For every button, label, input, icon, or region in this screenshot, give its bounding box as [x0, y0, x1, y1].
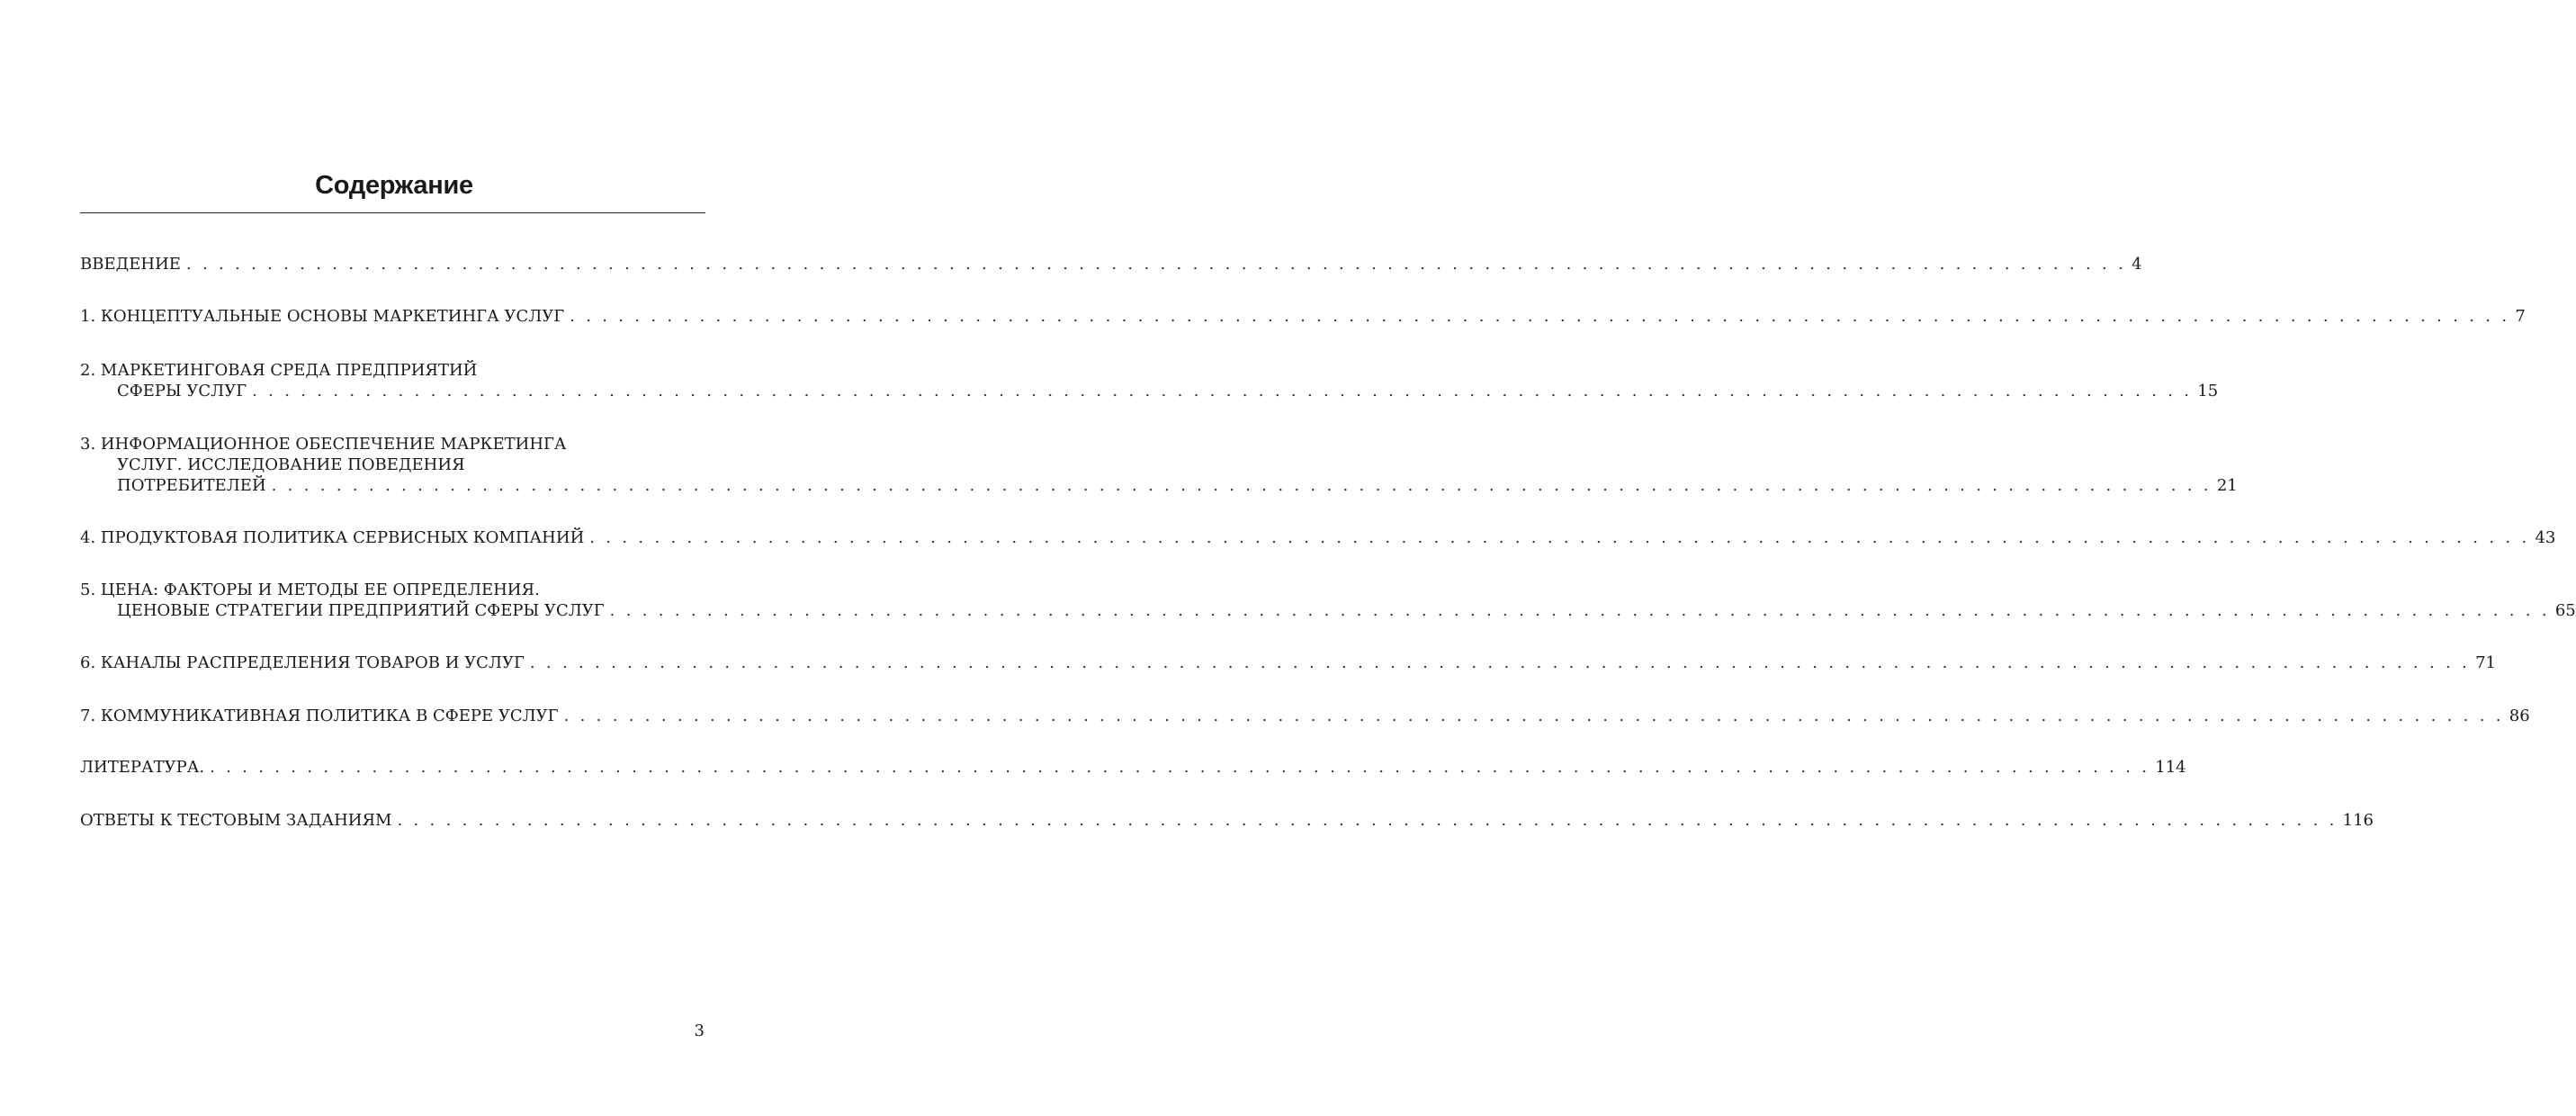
toc-page-number: 7: [2515, 307, 2526, 326]
toc-entry[interactable]: [80, 580, 2576, 621]
toc-entry[interactable]: [80, 527, 2556, 548]
toc-page-number: 15: [2197, 382, 2219, 400]
page-number: 3: [694, 1022, 705, 1040]
page-title: Содержание: [315, 171, 473, 200]
toc-entry-line: [80, 757, 2186, 778]
toc-entry-title: ЦЕНОВЫЕ СТРАТЕГИИ ПРЕДПРИЯТИЙ СФЕРЫ УСЛУГ: [117, 601, 605, 620]
toc-entry-line: [80, 475, 2238, 496]
toc-entry-title: ВВЕДЕНИЕ: [80, 255, 181, 274]
dot-leader: . . . . . . . . . . . . . . . . . . . . . . . . . . . . . . . . . . . . . . . . . . . . . . . . . . . . . . . . . . . . . . . . . . . . . . . . . . . . . . . . . . . . . . . . . . . . . . . . . . . . . . . . . . . . . . . . . . . . . . . .: [570, 307, 2510, 326]
dot-leader: . . . . . . . . . . . . . . . . . . . . . . . . . . . . . . . . . . . . . . . . . . . . . . . . . . . . . . . . . . . . . . . . . . . . . . . . . . . . . . . . . . . . . . . . . . . . . . . . . . . . . . . . . . . . . . . . . . . . . . . .: [210, 758, 2150, 777]
toc-entry-title: УСЛУГ. ИССЛЕДОВАНИЕ ПОВЕДЕНИЯ: [117, 455, 465, 474]
dot-leader: . . . . . . . . . . . . . . . . . . . . . . . . . . . . . . . . . . . . . . . . . . . . . . . . . . . . . . . . . . . . . . . . . . . . . . . . . . . . . . . . . . . . . . . . . . . . . . . . . . . . . . . . . . . . . . . . . . . . . . . .: [185, 255, 2127, 274]
dot-leader: . . . . . . . . . . . . . . . . . . . . . . . . . . . . . . . . . . . . . . . . . . . . . . . . . . . . . . . . . . . . . . . . . . . . . . . . . . . . . . . . . . . . . . . . . . . . . . . . . . . . . . . . . . . . . . . . . . . . . . . .: [609, 601, 2550, 620]
toc-entry-title: 5. ЦЕНА: ФАКТОРЫ И МЕТОДЫ ЕЕ ОПРЕДЕЛЕНИЯ.: [80, 580, 540, 599]
toc-entry-title: ПОТРЕБИТЕЛЕЙ: [117, 476, 266, 495]
toc-entry-line: [80, 810, 2374, 831]
toc-entry[interactable]: [80, 706, 2530, 726]
toc-entry-line: [80, 527, 2556, 548]
toc-entry-line: [80, 454, 705, 475]
toc-entry-title: 7. КОММУНИКАТИВНАЯ ПОЛИТИКА В СФЕРЕ УСЛУГ: [80, 706, 559, 725]
title-divider: [80, 212, 705, 213]
toc-page-number: 65: [2554, 601, 2576, 620]
toc-page-number: 86: [2509, 706, 2530, 725]
toc-page-number: 71: [2475, 653, 2496, 672]
toc-entry[interactable]: [80, 254, 2142, 274]
toc-page-number: 114: [2155, 758, 2186, 777]
toc-entry[interactable]: [80, 810, 2374, 831]
toc-entry-title: 4. ПРОДУКТОВАЯ ПОЛИТИКА СЕРВИСНЫХ КОМПАНИЙ: [80, 528, 585, 547]
dot-leader: . . . . . . . . . . . . . . . . . . . . . . . . . . . . . . . . . . . . . . . . . . . . . . . . . . . . . . . . . . . . . . . . . . . . . . . . . . . . . . . . . . . . . . . . . . . . . . . . . . . . . . . . . . . . . . . . . . . . . . . .: [589, 528, 2530, 547]
toc-entry[interactable]: [80, 652, 2496, 673]
toc-page-number: 4: [2132, 255, 2142, 274]
toc-entry-title: СФЕРЫ УСЛУГ: [117, 382, 247, 400]
toc-entry-title: ОТВЕТЫ К ТЕСТОВЫМ ЗАДАНИЯМ: [80, 811, 392, 830]
toc-page-number: 21: [2216, 476, 2238, 495]
toc-entry-title: ЛИТЕРАТУРА.: [80, 758, 205, 777]
toc-entry-line: [80, 434, 705, 454]
toc-entry-title: 2. МАРКЕТИНГОВАЯ СРЕДА ПРЕДПРИЯТИЙ: [80, 361, 478, 380]
toc-entry[interactable]: [80, 757, 2186, 778]
toc-entry[interactable]: [80, 360, 2219, 401]
dot-leader: . . . . . . . . . . . . . . . . . . . . . . . . . . . . . . . . . . . . . . . . . . . . . . . . . . . . . . . . . . . . . . . . . . . . . . . . . . . . . . . . . . . . . . . . . . . . . . . . . . . . . . . . . . . . . . . . . . . . . . . .: [271, 476, 2212, 495]
toc-entry-line: [80, 360, 705, 381]
dot-leader: . . . . . . . . . . . . . . . . . . . . . . . . . . . . . . . . . . . . . . . . . . . . . . . . . . . . . . . . . . . . . . . . . . . . . . . . . . . . . . . . . . . . . . . . . . . . . . . . . . . . . . . . . . . . . . . . . . . . . . . .: [563, 706, 2504, 725]
toc-entry-title: 1. КОНЦЕПТУАЛЬНЫЕ ОСНОВЫ МАРКЕТИНГА УСЛУГ: [80, 307, 565, 326]
toc-entry-line: [80, 600, 2576, 621]
toc-entry-line: [80, 580, 705, 600]
toc-entry-line: [80, 254, 2142, 274]
toc-entry-line: [80, 381, 2219, 401]
toc-entry-title: 6. КАНАЛЫ РАСПРЕДЕЛЕНИЯ ТОВАРОВ И УСЛУГ: [80, 653, 525, 672]
toc-entry-line: [80, 652, 2496, 673]
toc-entry-line: [80, 306, 2526, 327]
dot-leader: . . . . . . . . . . . . . . . . . . . . . . . . . . . . . . . . . . . . . . . . . . . . . . . . . . . . . . . . . . . . . . . . . . . . . . . . . . . . . . . . . . . . . . . . . . . . . . . . . . . . . . . . . . . . . . . . . . . . . . . .: [252, 382, 2193, 400]
toc-entry[interactable]: [80, 306, 2526, 327]
toc-page-number: 43: [2535, 528, 2556, 547]
toc-entry-title: 3. ИНФОРМАЦИОННОЕ ОБЕСПЕЧЕНИЕ МАРКЕТИНГА: [80, 435, 567, 454]
dot-leader: . . . . . . . . . . . . . . . . . . . . . . . . . . . . . . . . . . . . . . . . . . . . . . . . . . . . . . . . . . . . . . . . . . . . . . . . . . . . . . . . . . . . . . . . . . . . . . . . . . . . . . . . . . . . . . . . . . . . . . . .: [529, 653, 2471, 672]
toc-entry-line: [80, 706, 2530, 726]
toc-entry[interactable]: [80, 434, 2238, 496]
toc-page-number: 116: [2342, 811, 2374, 830]
dot-leader: . . . . . . . . . . . . . . . . . . . . . . . . . . . . . . . . . . . . . . . . . . . . . . . . . . . . . . . . . . . . . . . . . . . . . . . . . . . . . . . . . . . . . . . . . . . . . . . . . . . . . . . . . . . . . . . . . . . . . . . .: [397, 811, 2338, 830]
